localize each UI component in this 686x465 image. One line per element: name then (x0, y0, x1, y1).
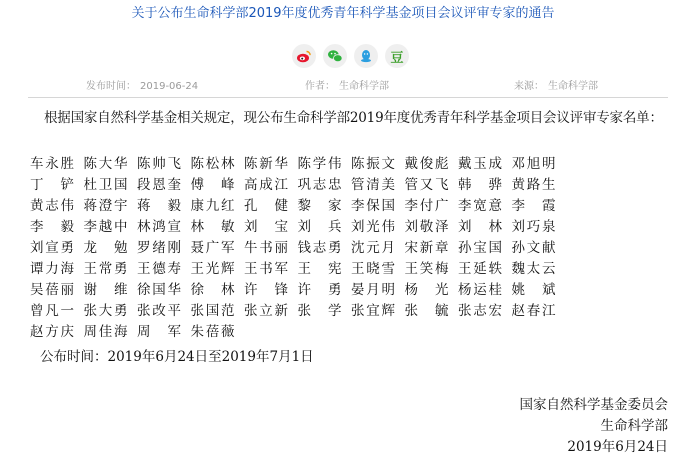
expert-name: 赵方庆 (30, 324, 74, 340)
expert-name: 刘巧泉 (511, 219, 556, 235)
expert-name: 孙宝国 (458, 240, 502, 256)
wechat-icon (327, 48, 343, 64)
expert-name: 王晓雪 (351, 261, 395, 277)
expert-name: 刘光伟 (351, 219, 395, 235)
expert-name: 刘林 (458, 219, 502, 235)
expert-name: 杜卫国 (83, 177, 128, 193)
expert-name: 高成江 (244, 177, 288, 193)
expert-name: 戴玉成 (458, 156, 502, 172)
expert-name: 李付广 (404, 198, 449, 214)
expert-name: 蒋澄宇 (83, 198, 128, 214)
expert-name: 王宪 (297, 261, 342, 277)
expert-name: 张志宏 (458, 303, 502, 319)
expert-name: 张国范 (190, 303, 235, 319)
expert-name: 车永胜 (30, 156, 74, 172)
expert-name: 宋新章 (404, 240, 449, 256)
expert-name: 陈松林 (190, 156, 235, 172)
expert-name: 李霞 (511, 198, 556, 214)
expert-name: 王德寿 (137, 261, 181, 277)
qq-share-button[interactable] (354, 44, 378, 68)
expert-name: 傅峰 (190, 177, 235, 193)
publish-date (86, 77, 198, 92)
expert-name: 刘宝 (244, 219, 288, 235)
expert-name: 巩志忠 (297, 177, 342, 193)
qq-icon (358, 48, 374, 64)
author-label: 作者： (305, 81, 335, 92)
expert-name: 陈大华 (83, 156, 128, 172)
source (514, 77, 598, 92)
intro-paragraph: 根据国家自然科学基金相关规定，现公布生命科学部2019年度优秀青年科学基金项目会议评审专家名单： (44, 110, 663, 126)
expert-name: 李毅 (30, 219, 74, 235)
expert-name: 朱蓓薇 (190, 324, 235, 340)
expert-name: 韩骅 (458, 177, 502, 193)
expert-name: 邓旭明 (511, 156, 556, 172)
expert-name: 黄路生 (511, 177, 556, 193)
expert-name: 刘宣勇 (30, 240, 74, 256)
expert-name: 李保国 (351, 198, 395, 214)
expert-name: 沈元月 (351, 240, 395, 256)
expert-name: 许锋 (244, 282, 288, 298)
share-bar (292, 44, 409, 68)
publish-date-value: 2019-06-24 (140, 81, 199, 92)
expert-name: 杨光 (404, 282, 449, 298)
weibo-icon (296, 48, 312, 64)
expert-name: 刘兵 (297, 219, 342, 235)
expert-name: 陈新华 (244, 156, 288, 172)
expert-name: 康九红 (190, 198, 235, 214)
expert-name: 黄志伟 (30, 198, 74, 214)
expert-name: 王常勇 (83, 261, 128, 277)
expert-name: 陈帅飞 (137, 156, 181, 172)
expert-name: 谭力海 (30, 261, 74, 277)
expert-name: 王光辉 (190, 261, 235, 277)
expert-name: 林敏 (190, 219, 235, 235)
expert-name: 钱志勇 (297, 240, 342, 256)
expert-name: 王延轶 (458, 261, 502, 277)
expert-name: 管又飞 (404, 177, 449, 193)
page-title: 关于公布生命科学部2019年度优秀青年科学基金项目会议评审专家的通告 (131, 6, 555, 21)
expert-name: 李宽意 (458, 198, 502, 214)
expert-name: 张改平 (137, 303, 181, 319)
expert-name: 王笑梅 (404, 261, 449, 277)
expert-name: 魏太云 (511, 261, 556, 277)
expert-name: 张学 (297, 303, 342, 319)
expert-name: 孙文献 (511, 240, 556, 256)
divider (28, 97, 668, 98)
source-value: 生命科学部 (548, 81, 598, 92)
expert-name: 张大勇 (83, 303, 128, 319)
weibo-share-button[interactable] (292, 44, 316, 68)
expert-name: 赵春江 (511, 303, 556, 319)
expert-name: 蒋毅 (137, 198, 181, 214)
author-value: 生命科学部 (339, 81, 389, 92)
expert-name: 张立新 (244, 303, 288, 319)
expert-name: 丁铲 (30, 177, 74, 193)
expert-name: 黎家 (297, 198, 342, 214)
expert-name: 戴俊彪 (404, 156, 449, 172)
expert-name: 陈学伟 (297, 156, 342, 172)
signature-org: 国家自然科学基金委员会 (519, 397, 668, 413)
expert-name: 龙勉 (83, 240, 128, 256)
expert-name: 张宜辉 (351, 303, 395, 319)
source-label: 来源： (514, 81, 544, 92)
expert-name: 牛书丽 (244, 240, 288, 256)
expert-name: 谢维 (83, 282, 128, 298)
signature-date: 2019年6月24日 (567, 439, 668, 455)
expert-name: 周军 (137, 324, 181, 340)
expert-name: 姚斌 (511, 282, 556, 298)
expert-name: 聂广军 (190, 240, 235, 256)
expert-name: 王书军 (244, 261, 288, 277)
expert-name: 周佳海 (83, 324, 128, 340)
expert-name: 李越中 (83, 219, 128, 235)
expert-name: 管清美 (351, 177, 395, 193)
expert-name: 张毓 (404, 303, 449, 319)
expert-name: 杨运桂 (458, 282, 502, 298)
expert-name: 陈振文 (351, 156, 395, 172)
expert-name: 段恩奎 (137, 177, 181, 193)
publish-period: 公布时间：2019年6月24日至2019年7月1日 (40, 349, 314, 365)
expert-name: 孔健 (244, 198, 288, 214)
expert-name: 许勇 (297, 282, 342, 298)
expert-name: 曾凡一 (30, 303, 74, 319)
douban-icon: 豆 (390, 50, 404, 66)
expert-name: 晏月明 (351, 282, 395, 298)
douban-share-button[interactable] (385, 44, 409, 68)
expert-list (30, 154, 565, 343)
expert-name: 罗绪刚 (137, 240, 181, 256)
expert-name: 吴蓓丽 (30, 282, 74, 298)
expert-name: 林鸿宣 (137, 219, 181, 235)
signature-department: 生命科学部 (600, 418, 668, 434)
author (305, 77, 389, 92)
expert-name: 徐林 (190, 282, 235, 298)
expert-name: 徐国华 (137, 282, 181, 298)
publish-date-label: 发布时间： (86, 81, 136, 92)
wechat-share-button[interactable] (323, 44, 347, 68)
expert-name: 刘敬泽 (404, 219, 449, 235)
